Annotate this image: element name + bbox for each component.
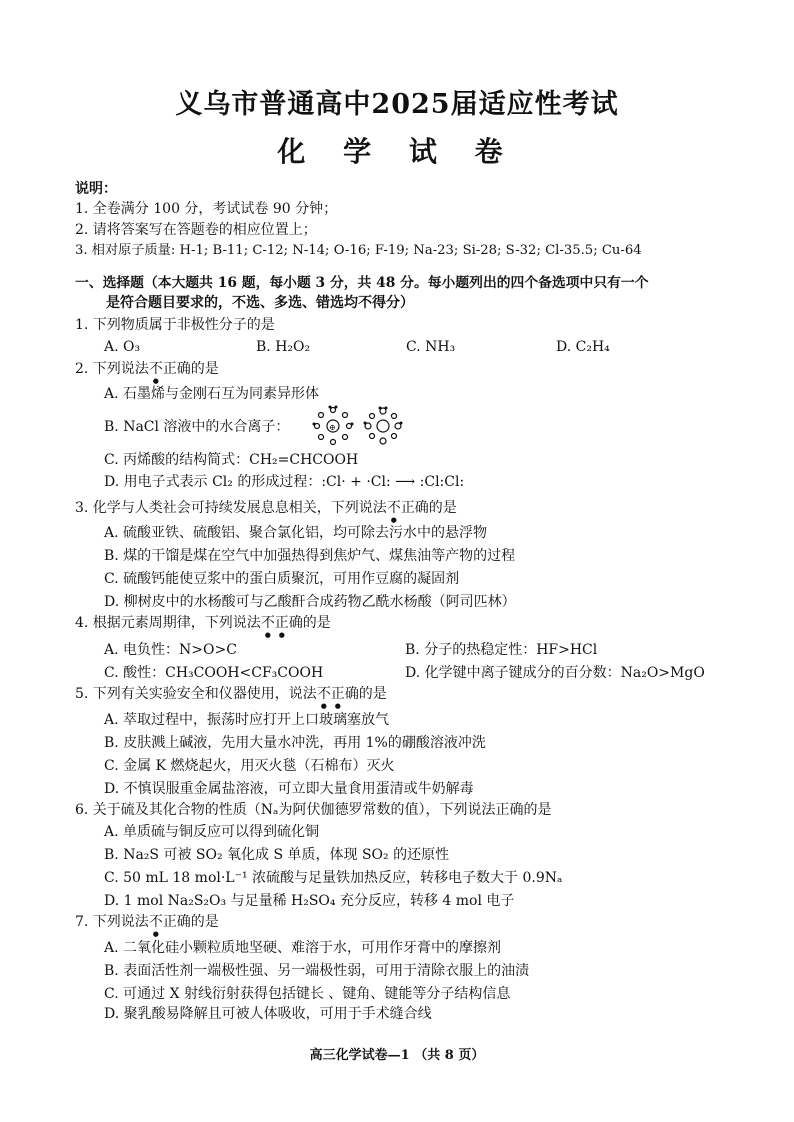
- q5-stem: 5. 下列有关实验安全和仪器使用，说法不正确的是: [75, 686, 387, 702]
- q2-stem: 2. 下列说法不正确的是: [75, 361, 219, 377]
- q7-option-a: A. 二氧化硅小颗粒质地坚硬、难溶于水，可用作牙膏中的摩擦剂: [104, 940, 502, 956]
- q5-option-b: B. 皮肤溅上碱液，先用大量水冲洗，再用 1%的硼酸溶液冲洗: [104, 735, 486, 751]
- note-item: 1. 全卷满分 100 分，考试试卷 90 分钟；: [75, 201, 338, 217]
- q1-option-a: A. O₃: [104, 339, 141, 355]
- q4-option-b: B. 分子的热稳定性：HF>HCl: [405, 642, 598, 658]
- cl2-electron-formula: :Cl· + ·Cl: ⟶ :Cl:Cl:: [321, 474, 465, 490]
- q3-option-a: A. 硫酸亚铁、硫酸铝、聚合氯化铝，均可除去污水中的悬浮物: [104, 525, 488, 541]
- q7-option-c: C. 可通过 X 射线衍射获得包括键长 、键角、键能等分子结构信息: [104, 986, 511, 1002]
- q6-option-d: D. 1 mol Na₂S₂O₃ 与足量稀 H₂SO₄ 充分反应，转移 4 mol 电子: [104, 893, 515, 909]
- q5-option-a: A. 萃取过程中，振荡时应打开上口玻璃塞放气: [104, 712, 390, 728]
- q4-option-a: A. 电负性：N>O>C: [104, 642, 237, 658]
- q4-option-c: C. 酸性：CH₃COOH<CF₃COOH: [104, 665, 324, 681]
- page-footer: 高三化学试卷—1 （共 8 页）: [309, 1048, 485, 1063]
- q6-option-a: A. 单质硫与铜反应可以得到硫化铜: [104, 824, 320, 840]
- q7-stem: 7. 下列说法不正确的是: [75, 914, 219, 930]
- q7-option-b: B. 表面活性剂一端极性强、另一端极性弱，可用于清除衣服上的油渍: [104, 963, 530, 979]
- q1-stem: 1. 下列物质属于非极性分子的是: [75, 317, 275, 333]
- note-item: 3. 相对原子质量: H-1; B-11; C-12; N-14; O-16; F-19; Na-23; Si-28; S-32; Cl-35.5; Cu-64: [75, 243, 642, 258]
- q3-option-c: C. 硫酸钙能使豆浆中的蛋白质聚沉，可用作豆腐的凝固剂: [104, 571, 460, 587]
- q5-option-d: D. 不慎误服重金属盐溶液，可立即大量食用蛋清或牛奶解毒: [104, 781, 474, 797]
- q2-option-d: D. 用电子式表示 Cl₂ 的形成过程：:Cl· + ·Cl: ⟶ :Cl:Cl:: [104, 474, 465, 490]
- q4-option-d: D. 化学键中离子键成分的百分数：Na₂O>MgO: [405, 665, 705, 681]
- q3-option-d: D. 柳树皮中的水杨酸可与乙酸酐合成药物乙酰水杨酸（阿司匹林）: [104, 594, 516, 610]
- hydrated-ions-image: [308, 403, 408, 449]
- q1-option-c: C. NH₃: [406, 339, 456, 355]
- q2-option-b: B. NaCl 溶液中的水合离子：: [104, 419, 290, 435]
- q5-option-c: C. 金属 K 燃烧起火，用灭火毯（石棉布）灭火: [104, 758, 395, 774]
- q3-option-b: B. 煤的干馏是煤在空气中加强热得到焦炉气、煤焦油等产物的过程: [104, 548, 516, 564]
- svg-text:⊕: ⊕: [329, 423, 336, 432]
- section-heading: 一、选择题（本大题共 16 题，每小题 3 分，共 48 分。每小题列出的四个备选项中只有一个: [75, 275, 649, 291]
- subject-title: 化 学 试 卷: [277, 135, 517, 168]
- note-item: 2. 请将答案写在答题卷的相应位置上；: [75, 222, 317, 238]
- notes-label: 说明：: [75, 181, 117, 197]
- exam-title: 义乌市普通高中2025届适应性考试: [175, 89, 619, 120]
- q2-option-c: C. 丙烯酸的结构简式：CH₂=CHCOOH: [104, 452, 359, 468]
- q1-option-d: D. C₂H₄: [556, 339, 610, 355]
- q4-stem: 4. 根据元素周期律，下列说法不正确的是: [75, 615, 331, 631]
- q1-option-b: B. H₂O₂: [256, 339, 311, 355]
- q7-option-d: D. 聚乳酸易降解且可被人体吸收，可用于手术缝合线: [104, 1006, 432, 1022]
- section-heading-cont: 是符合题目要求的，不选、多选、错选均不得分）: [106, 295, 414, 311]
- q2-option-a: A. 石墨烯与金刚石互为同素异形体: [104, 386, 320, 402]
- q6-option-b: B. Na₂S 可被 SO₂ 氧化成 S 单质，体现 SO₂ 的还原性: [104, 847, 450, 863]
- q6-option-c: C. 50 mL 18 mol·L⁻¹ 浓硫酸与足量铁加热反应，转移电子数大于 0.9Nₐ: [104, 870, 563, 886]
- q6-stem: 6. 关于硫及其化合物的性质（Nₐ为阿伏伽德罗常数的值），下列说法正确的是: [75, 802, 552, 818]
- q3-stem: 3. 化学与人类社会可持续发展息息相关，下列说法不正确的是: [75, 500, 457, 516]
